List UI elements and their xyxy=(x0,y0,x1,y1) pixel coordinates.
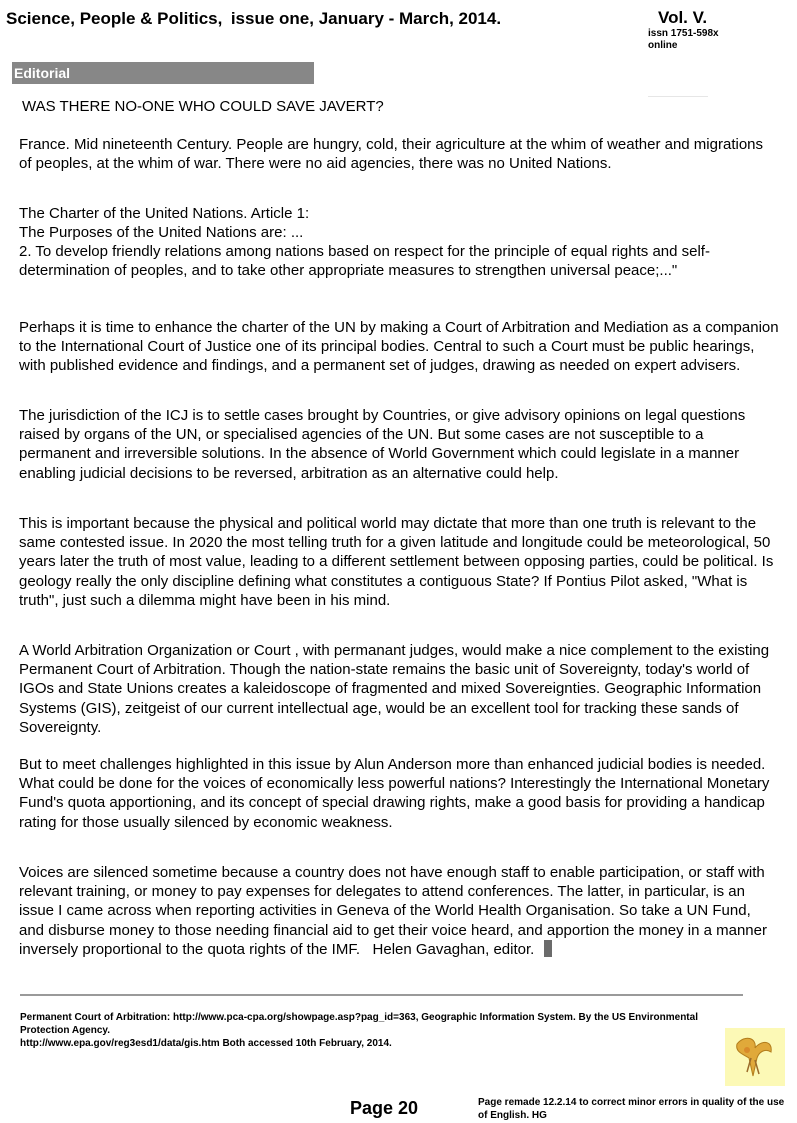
issn-number: issn 1751-598x xyxy=(648,28,719,39)
paragraph-intro: France. Mid nineteenth Century. People are hungry, cold, their agriculture at the whim of weather and migrations of peoples, at the whim of war. There were no aid agencies, there was no United Nations. xyxy=(19,136,764,173)
paragraph-voices-text: Voices are silenced sometime because a country does not have enough staff to enable participation, or staff with relevant training, or money to pay expenses for delegates to attend conferences. The latter, in particular, is an issue I came across when reporting activities in Geneva of the World Health Organisation. So take a UN Fund, and disburse money to those needing financial aid to get their voice heard, and apportion the money in a manner inversely proportional to the quota rights of the IMF. xyxy=(19,864,767,958)
publisher-logo xyxy=(725,1028,785,1086)
winged-figure-icon xyxy=(725,1028,785,1086)
end-mark-icon xyxy=(544,940,552,957)
editor-signature: Helen Gavaghan, editor. xyxy=(372,940,535,958)
paragraph-court-proposal: Perhaps it is time to enhance the charter of the UN by making a Court of Arbitration and Mediation as a companion to the International Court of Justice one of its principal bodies. Central to such a Court must be public hearings, with published evidence and findings, and a permanent set of judges, drawing as needed on expert advisers. xyxy=(19,319,779,375)
revision-note: Page remade 12.2.14 to correct minor errors in quality of the use of English. HG xyxy=(478,1097,785,1121)
journal-title: Science, People & Politics, xyxy=(6,9,223,28)
paragraph-voices xyxy=(19,863,779,959)
masthead xyxy=(6,9,501,29)
references xyxy=(20,1011,740,1050)
paragraph-imf-quota: But to meet challenges highlighted in this issue by Alun Anderson more than enhanced judicial bodies is needed. What could be done for the voices of economically less powerful nations? Interestingly the International Monetary Fund's quota apportioning, and its concept of special drawing rights, make a good basis for providing a handicap rating for those usually silenced by economic weakness. xyxy=(19,756,770,831)
divider xyxy=(648,96,708,97)
charter-purposes: The Purposes of the United Nations are: ... xyxy=(19,224,304,241)
issue-date: issue one, January - March, 2014. xyxy=(230,9,502,28)
page-number: Page 20 xyxy=(350,1098,419,1118)
paragraph-truth: This is important because the physical and political world may dictate that more than one truth is relevant to the same contested issue. In 2020 the most telling truth for a given latitude and longitude could be meteorological, 50 years later the truth of most value, leading to a different settlement between opposing parties, could be political. Is geology really the only discipline defining what constitutes a contiguous State? If Pontius Pilot asked, "What is truth", just such a dilemma might have been in his mind. xyxy=(19,515,774,609)
footer-rule xyxy=(20,994,743,996)
article-headline: WAS THERE NO-ONE WHO COULD SAVE JAVERT? xyxy=(22,98,384,115)
issn-format: online xyxy=(648,40,678,51)
issn-block xyxy=(648,28,719,52)
charter-title: The Charter of the United Nations. Article 1: xyxy=(19,205,310,222)
charter-quote: 2. To develop friendly relations among nations based on respect for the principle of equal rights and self-determination of peoples, and to take other appropriate measures to strengthen universal peace;..." xyxy=(19,243,710,280)
volume-label: Vol. V. xyxy=(658,8,708,27)
reference-line-2: http://www.epa.gov/reg3esd1/data/gis.htm Both accessed 10th February, 2014. xyxy=(20,1038,392,1049)
paragraph-icj-jurisdiction: The jurisdiction of the ICJ is to settle cases brought by Countries, or give advisory opinions on legal questions raised by organs of the UN, or specialised agencies of the UN. But some cases are not susceptible to a permanent and irreversible solutions. In the absence of World Government which could legislate in a manner enabling judicial decisions to be reversed, arbitration as an alternative could help. xyxy=(19,407,746,482)
section-label: Editorial xyxy=(12,62,314,84)
paragraph-world-arbitration: A World Arbitration Organization or Court , with permanant judges, would make a nice complement to the existing Permanent Court of Arbitration. Though the nation-state remains the basic unit of Sovereignty, today's world of IGOs and State Unions creates a kaleidoscope of fragmented and mixed Sovereignties. Geographic Information Systems (GIS), zeitgeist of our current intellectual age, would be an excellent tool for tracking these sands of Sovereignty. xyxy=(19,642,770,736)
reference-line-1: Permanent Court of Arbitration: http://www.pca-cpa.org/showpage.asp?pag_id=363, Geographic Information System. By the US Environmental Protection Agency. xyxy=(20,1012,698,1036)
